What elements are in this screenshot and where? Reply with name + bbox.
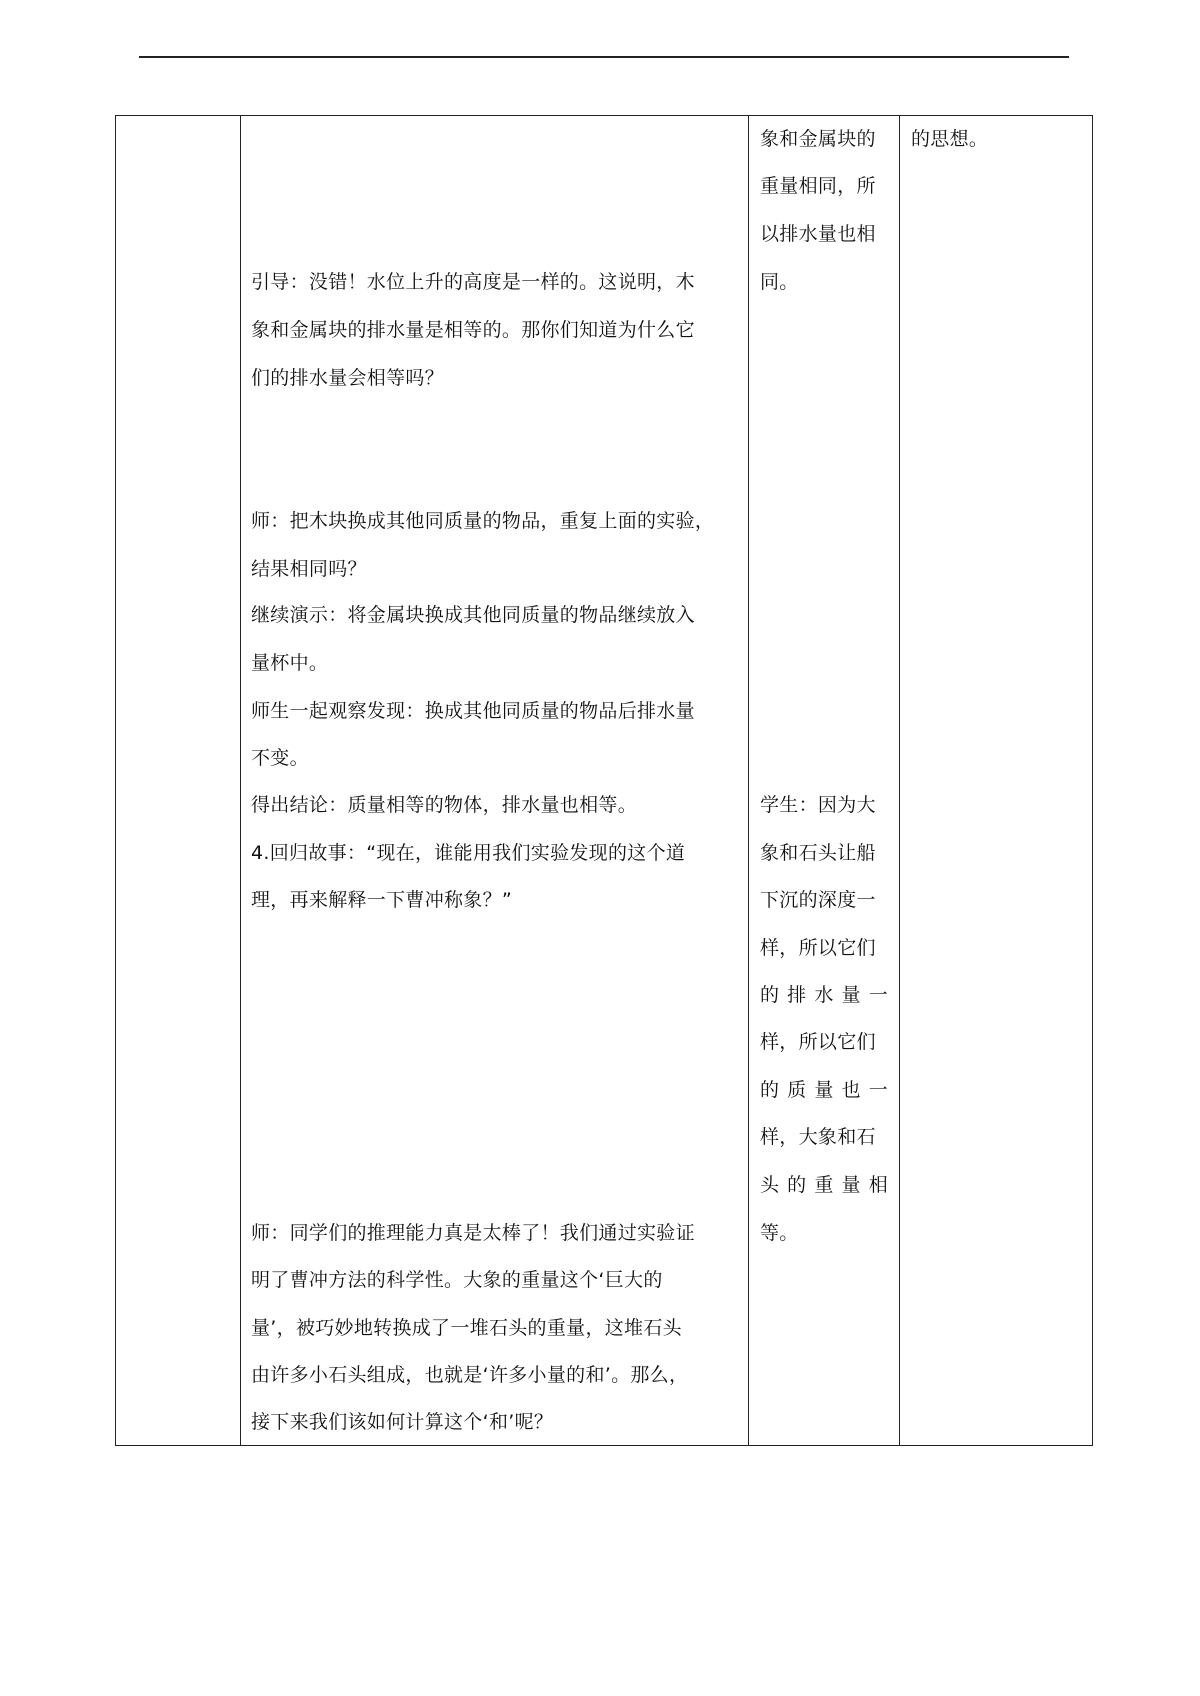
teacher-question-line: 师：把木块换成其他同质量的物品，重复上面的实验， <box>251 510 715 532</box>
summary-line: 师：同学们的推理能力真是太棒了！我们通过实验证 <box>251 1222 695 1244</box>
student-response-line: 重量相同，所 <box>760 175 876 197</box>
column-divider <box>748 116 749 1445</box>
guide-line: 象和金属块的排水量是相等的。那你们知道为什么它 <box>251 319 695 341</box>
student-answer-line: 样，所以它们 <box>760 937 876 959</box>
conclusion-line: 得出结论：质量相等的物体，排水量也相等。 <box>251 794 638 816</box>
teacher-question-line: 结果相同吗？ <box>251 558 367 580</box>
lesson-table <box>115 115 1093 1446</box>
student-answer-line: 学生：因为大 <box>760 794 876 816</box>
story-line: 4.回归故事：“现在，谁能用我们实验发现的这个道 <box>251 842 686 864</box>
observe-line: 不变。 <box>251 747 309 769</box>
student-answer-line: 样，所以它们 <box>760 1031 876 1053</box>
student-answer-line: 下沉的深度一 <box>760 889 876 911</box>
summary-line: 接下来我们该如何计算这个‘和’呢？ <box>251 1411 554 1433</box>
guide-line: 引导：没错！水位上升的高度是一样的。这说明，木 <box>251 271 695 293</box>
summary-line: 由许多小石头组成，也就是‘许多小量的和’。那么， <box>251 1364 689 1386</box>
student-response-line: 象和金属块的 <box>760 128 876 150</box>
observe-line: 师生一起观察发现：换成其他同质量的物品后排水量 <box>251 700 695 722</box>
student-answer-line: 的 质 量 也 一 <box>760 1079 888 1101</box>
student-response-line: 同。 <box>760 271 799 293</box>
guide-line: 们的排水量会相等吗？ <box>251 367 445 389</box>
student-response-line: 以排水量也相 <box>760 223 876 245</box>
story-line: 理，再来解释一下曹冲称象？” <box>251 889 513 911</box>
student-answer-line: 的 排 水 量 一 <box>760 984 888 1006</box>
summary-line: 量’，被巧妙地转换成了一堆石头的重量，这堆石头 <box>251 1317 682 1339</box>
column-divider <box>899 116 900 1445</box>
summary-line: 明了曹冲方法的科学性。大象的重量这个‘巨大的 <box>251 1269 663 1291</box>
design-intent-text: 的思想。 <box>911 128 989 150</box>
student-answer-line: 等。 <box>760 1222 799 1244</box>
column-divider <box>240 116 241 1445</box>
student-answer-line: 象和石头让船 <box>760 842 876 864</box>
header-rule <box>139 56 1069 58</box>
student-answer-line: 样，大象和石 <box>760 1126 876 1148</box>
demo-line: 继续演示：将金属块换成其他同质量的物品继续放入 <box>251 604 695 626</box>
demo-line: 量杯中。 <box>251 652 329 674</box>
student-answer-line: 头 的 重 量 相 <box>760 1174 888 1196</box>
